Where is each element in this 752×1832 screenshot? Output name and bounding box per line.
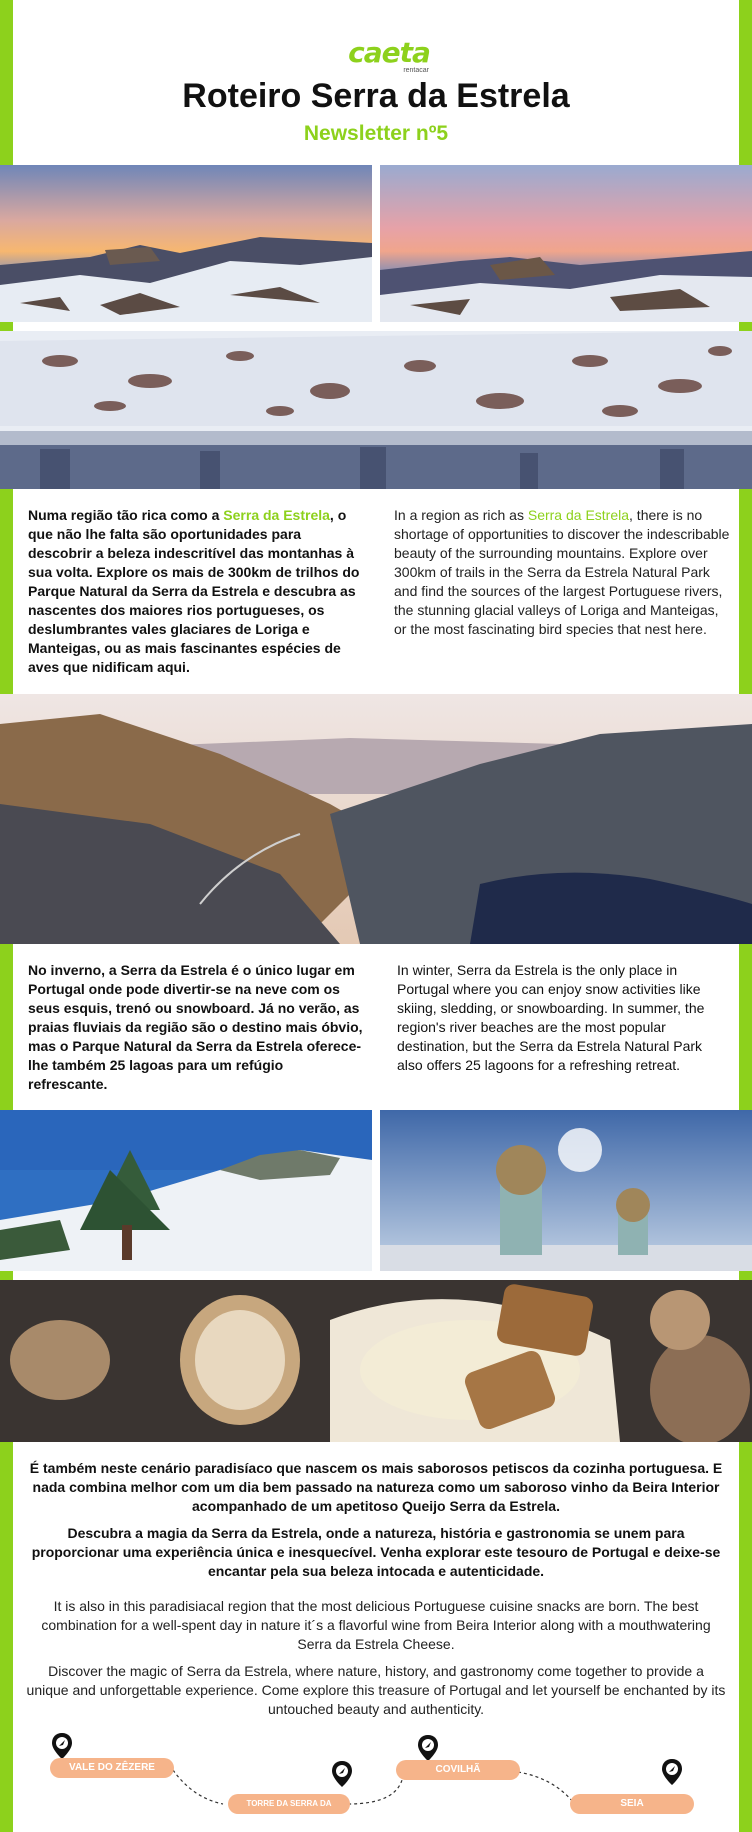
serra-da-estrela-link-pt[interactable]: Serra da Estrela (223, 507, 330, 523)
route-stop-vale-do-zezere[interactable]: VALE DO ZÊZERE (50, 1758, 174, 1778)
map-pin-icon (660, 1758, 684, 1786)
route-map (13, 1728, 739, 1832)
brand-logo[interactable] (339, 38, 439, 74)
food-pt-1-text: É também neste cenário paradisíaco que nascem os mais saborosos petiscos da cozinha portuguesa. E nada combina melhor com um dia bem passado na natureza como um saboroso vinho da Beira Interior acompanhado de um apetitoso Queijo Serra da Estrela. (29, 1460, 723, 1514)
food-text-en-1 (26, 1597, 726, 1654)
food-text-pt-1 (26, 1459, 726, 1516)
route-stop-torre[interactable]: TORRE DA SERRA DA ESTRELA (228, 1794, 350, 1814)
sunset-snow-photo-left (0, 165, 372, 322)
food-en-2-text: Discover the magic of Serra da Estrela, where nature, history, and gastronomy come together to provide a unique and unforgettable experience. Come explore this treasure of Portugal and let yourself be enchanted by its untouched beauty and authenticity. (26, 1663, 726, 1717)
intro-text-english (394, 506, 730, 639)
intro-en-before: In a region as rich as (394, 507, 528, 523)
food-text-pt-2 (26, 1524, 726, 1581)
frozen-lake-panorama-photo (0, 331, 752, 489)
food-pt-2-text: Descubra a magia da Serra da Estrela, onde a natureza, história e gastronomia se unem para proporcionar uma experiência única e inesquecível. Venha explorar este tesouro de Portugal e deixe-se encantar pela sua beleza intocada e autenticidade. (31, 1525, 721, 1579)
radar-domes-photo (380, 1110, 752, 1271)
map-pin-icon (50, 1732, 74, 1760)
food-text-en-2 (26, 1662, 726, 1719)
map-pin-icon (330, 1760, 354, 1788)
glacial-valley-lagoon-photo (0, 694, 752, 944)
intro-pt-before: Numa região tão rica como a (28, 507, 224, 523)
logo-subtext: rentacar (403, 67, 429, 74)
intro-en-after: , there is no shortage of opportunities to discover the indescribable beauty of the surrounding mountains. Explore over 300km of trails in the Serra da Estrela Natural Park and find the sources of the largest Portuguese rivers, the stunning glacial valleys of Loriga and Manteigas, or the most fascinating bird species that nest here. (394, 507, 730, 637)
sunset-snow-photo-right (380, 165, 752, 322)
newsletter-number: Newsletter nº5 (303, 122, 449, 145)
route-dashed-path (13, 1728, 739, 1832)
map-pin-icon (416, 1734, 440, 1762)
food-en-1-text: It is also in this paradisiacal region that the most delicious Portuguese cuisine snacks are born. The best combination for a well-spent day in nature it´s a flavorful wine from Beira Interior along with a mouthwatering Serra da Estrela Cheese. (41, 1598, 711, 1652)
pine-tree-snow-photo (0, 1110, 372, 1271)
cheese-and-bread-photo (0, 1280, 752, 1442)
route-stop-seia[interactable]: SEIA (570, 1794, 694, 1814)
logo-wordmark: caeta (348, 36, 430, 69)
route-stop-covilha[interactable]: COVILHÃ (396, 1760, 520, 1780)
intro-pt-after: , o que não lhe falta são oportunidades para descobrir a beleza indescritível das montanhas à sua volta. Explore os mais de 300km de trilhos do Parque Natural da Serra da Estrela e descubra as nascentes dos maiores rios portugueses, os deslumbrantes vales glaciares de Loriga e Manteigas, ou as mais fascinantes espécies de aves que nidificam aqui. (28, 507, 360, 675)
intro-text-portuguese (28, 506, 368, 677)
page-title: Roteiro Serra da Estrela (182, 77, 570, 115)
newsletter-header (13, 0, 739, 165)
winter-text-english: In winter, Serra da Estrela is the only place in Portugal where you can enjoy snow activities like skiing, sledding, or snowboarding. In summer, the region's river beaches are the most popular destination, but the Serra da Estrela Natural Park also offers 25 lagoons for a refreshing retreat. (397, 962, 705, 1073)
winter-text-portuguese: No inverno, a Serra da Estrela é o único lugar em Portugal onde pode divertir-se na neve com os seus esquis, trenó ou snowboard. Já no verão, as praias fluviais da região são o destino mais óbvio, mas o Parque Natural da Serra da Estrela oferece-lhe também 25 lagoas para um refúgio refrescante. (28, 962, 363, 1092)
serra-da-estrela-link-en[interactable]: Serra da Estrela (527, 507, 630, 523)
